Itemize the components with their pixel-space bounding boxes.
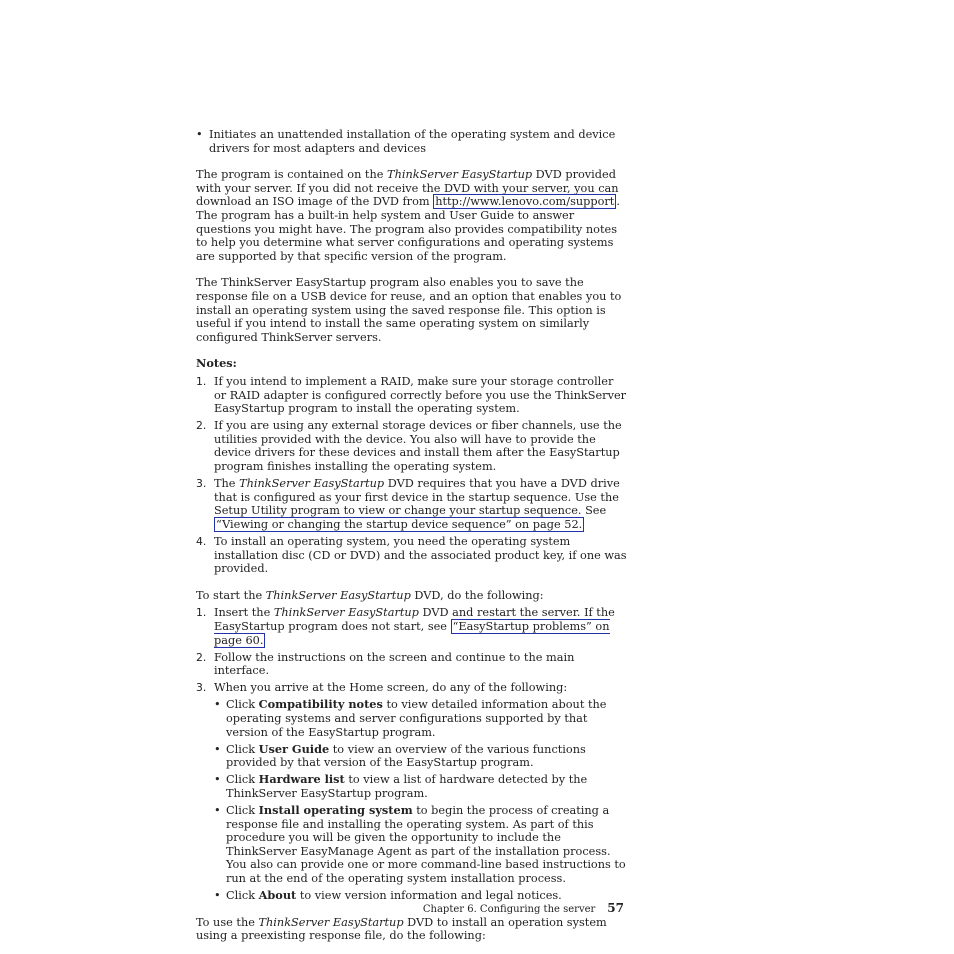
easystartup-problems-link[interactable]: “EasyStartup problems” on page 60. (214, 619, 610, 647)
notes-list (196, 375, 628, 576)
list-item: 2. Follow the instructions on the screen and continue to the main interface. (196, 650, 575, 678)
list-item: 4. To install an operating system, you need the operating system installation disc (CD or DVD) and the associated product key, if one was provided. (196, 534, 627, 576)
list-item: • Click User Guide to view an overview of the various functions provided by that version of the EasyStartup program. (214, 743, 628, 770)
page-footer (423, 901, 624, 917)
product-name: ThinkServer EasyStartup (265, 588, 411, 602)
list-item: 3. When you arrive at the Home screen, do any of the following: • Click Compatibility notes to view detailed information about the operating systems and server configurations supported by that version of the EasyStartup program. • Click User Guide to view an overview of the various functions provided by that version of the EasyStartup program. • Click Hardware list to view a list of hardware detected by the ThinkServer EasyStartup program. • Click Install operating system to begin the process of creating a response file and installing the operating system. As part of this procedure you will be given the opportunity to include the ThinkServer EasyManage Agent as part of the installation process. You also can provide one or more command-line based instructions to run at the end of the operating system installation process. • Click About to view version information and legal notices. (196, 681, 628, 902)
list-item: 3. The ThinkServer EasyStartup DVD requires that you have a DVD drive that is configured as your first device in the startup sequence. Use the Setup Utility program to view or change your startup sequence. See “Viewing or changing the startup device sequence” on page 52. (196, 477, 620, 531)
home-options-list (214, 698, 628, 902)
paragraph-start-intro: To start the ThinkServer EasyStartup DVD, do the following: (196, 588, 544, 602)
list-item: • Click Hardware list to view a list of hardware detected by the ThinkServer EasyStartup program. (214, 773, 628, 800)
notes-heading: Notes: (196, 356, 237, 371)
bullet-item: • Initiates an unattended installation of the operating system and device drivers for most adapters and devices (196, 128, 628, 155)
product-name: ThinkServer EasyStartup (387, 168, 533, 182)
page-number: 57 (607, 901, 624, 915)
startup-sequence-link[interactable]: “Viewing or changing the startup device sequence” on page 52. (216, 517, 583, 531)
list-item: 1. Insert the ThinkServer EasyStartup DVD and restart the server. If the EasyStartup program does not start, see “EasyStartup problems” on page 60. (196, 606, 615, 647)
product-name: ThinkServer EasyStartup (258, 915, 404, 929)
list-item: • Click About to view version information and legal notices. (214, 889, 628, 903)
product-name: ThinkServer EasyStartup (273, 606, 419, 620)
document-body (196, 128, 628, 943)
support-link[interactable]: http://www.lenovo.com/support (435, 195, 615, 209)
paragraph-response-file-install: To use the ThinkServer EasyStartup DVD to install an operation system using a preexisting response file, do the following: (196, 915, 607, 943)
paragraph-response-file: The ThinkServer EasyStartup program also enables you to save the response file on a USB device for reuse, and an option that enables you to install an operating system using the saved response file. This option is useful if you intend to install the same operating system on similarly configured ThinkServer servers. (196, 276, 622, 344)
list-item: • Click Install operating system to begin the process of creating a response file and installing the operating system. As part of this procedure you will be given the opportunity to include the ThinkServer EasyManage Agent as part of the installation process. You also can provide one or more command-line based instructions to run at the end of the operating system installation process. (214, 804, 628, 886)
chapter-title: Chapter 6. Configuring the server (422, 904, 596, 915)
list-item: • Click Compatibility notes to view detailed information about the operating systems and server configurations supported by that version of the EasyStartup program. (214, 698, 628, 739)
start-steps-list (196, 606, 628, 902)
product-name: ThinkServer EasyStartup (239, 477, 385, 491)
list-item: 2. If you are using any external storage devices or fiber channels, use the utilities provided with the device. You also will have to provide the device drivers for these devices and install them after the EasyStartup program finishes installing the operating system. (196, 419, 622, 473)
list-item: 1. If you intend to implement a RAID, make sure your storage controller or RAID adapter is configured correctly before you use the ThinkServer EasyStartup program to install the operating system. (196, 374, 627, 416)
paragraph-program-info: The program is contained on the ThinkServer EasyStartup DVD provided with your server. If you did not receive the DVD with your server, you can download an ISO image of the DVD from http://www.lenovo.com/support . The program has a built-in help system and User Guide to answer questions you might have. The program also provides compatibility notes to help you determine what server configurations and operating systems are supported by that specific version of the program. (196, 168, 620, 263)
